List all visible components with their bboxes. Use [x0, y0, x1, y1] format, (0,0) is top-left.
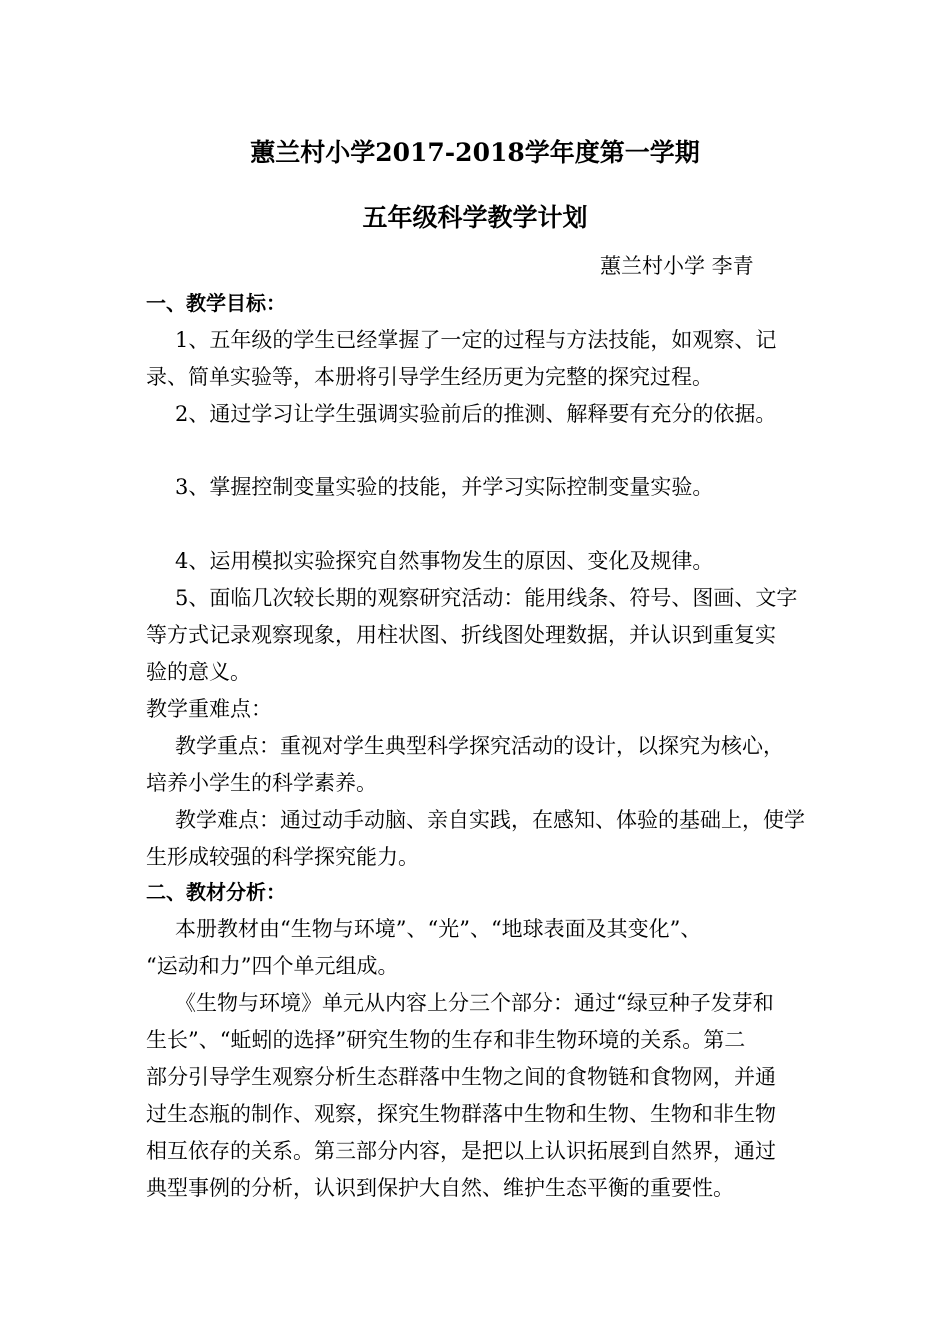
- section2-line: 过生态瓶的制作、观察，探究生物群落中生物和生物、生物和非生物: [146, 1102, 776, 1126]
- author-line: 蕙兰村小学 李青: [600, 254, 754, 278]
- section1-line: 5、面临几次较长期的观察研究活动：能用线条、符号、图画、文字: [175, 586, 798, 610]
- section2-heading: 二、教材分析：: [146, 880, 286, 904]
- section1-heading: 一、教学目标：: [146, 291, 286, 315]
- key-points-line: 培养小学生的科学素养。: [146, 771, 377, 795]
- key-points-line: 教学难点：通过动手动脑、亲自实践，在感知、体验的基础上，使学: [175, 808, 805, 832]
- section1-line: 1、五年级的学生已经掌握了一定的过程与方法技能，如观察、记: [175, 328, 777, 352]
- section2-line: 《生物与环境》单元从内容上分三个部分：通过“绿豆种子发芽和: [175, 991, 774, 1015]
- key-points-line: 教学重点：重视对学生典型科学探究活动的设计，以探究为核心，: [175, 734, 784, 758]
- section1-line: 3、掌握控制变量实验的技能，并学习实际控制变量实验。: [175, 475, 714, 499]
- document-title-line1: 蕙兰村小学2017-2018学年度第一学期: [250, 138, 700, 167]
- section1-line: 2、通过学习让学生强调实验前后的推测、解释要有充分的依据。: [175, 402, 777, 426]
- section2-line: 相互依存的关系。第三部分内容，是把以上认识拓展到自然界，通过: [146, 1139, 776, 1163]
- section1-line: 录、简单实验等，本册将引导学生经历更为完整的探究过程。: [146, 365, 713, 389]
- section2-line: 部分引导学生观察分析生态群落中生物之间的食物链和食物网，并通: [146, 1065, 776, 1089]
- key-points-line: 生形成较强的科学探究能力。: [146, 845, 419, 869]
- section1-line: 等方式记录观察现象，用柱状图、折线图处理数据，并认识到重复实: [146, 623, 776, 647]
- section2-line: 生长”、“蚯蚓的选择”研究生物的生存和非生物环境的关系。第二: [146, 1028, 746, 1052]
- section2-line: 典型事例的分析，认识到保护大自然、维护生态平衡的重要性。: [146, 1176, 734, 1200]
- document-title-line2: 五年级科学教学计划: [362, 203, 588, 232]
- section2-line: 本册教材由“生物与环境”、“光”、“地球表面及其变化”、: [175, 917, 702, 941]
- key-points-heading: 教学重难点：: [146, 697, 272, 721]
- section1-line: 4、运用模拟实验探究自然事物发生的原因、变化及规律。: [175, 549, 714, 573]
- section2-line: “运动和力”四个单元组成。: [146, 954, 399, 978]
- section1-line: 验的意义。: [146, 660, 251, 684]
